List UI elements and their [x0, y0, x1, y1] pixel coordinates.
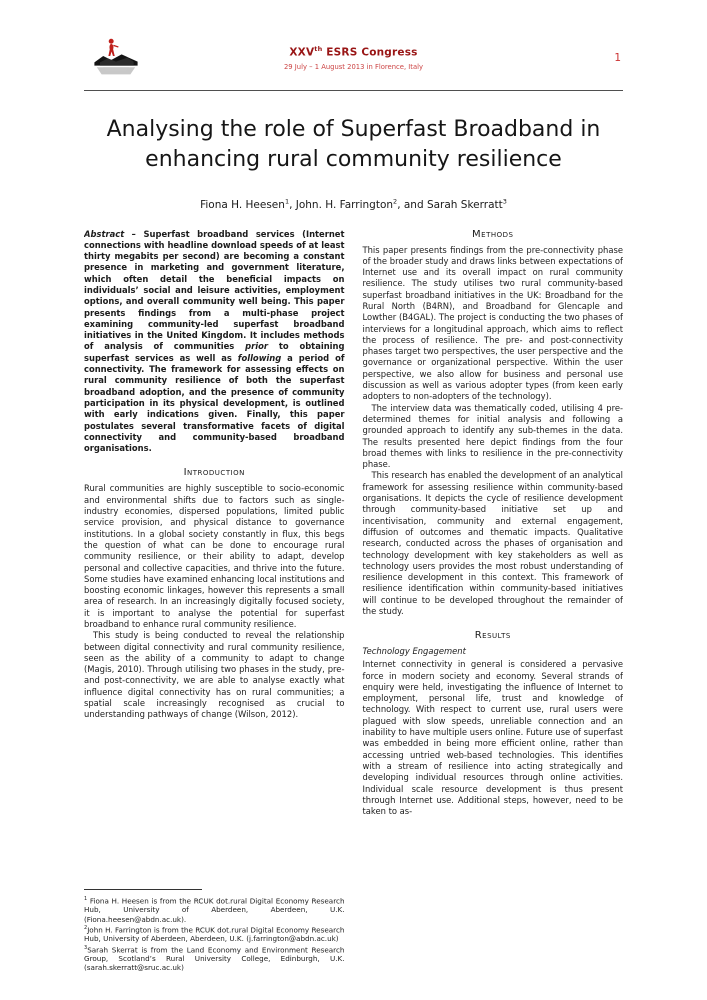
- paragraph: This study is being conducted to reveal the relationship between digital connectivity and rural community resilience, seen as the ability of a community to adapt to change (Magis, 2010). Through utilising two phases in the study, pre- and post-connectivity, we are able to analyse exactly what influence digital connectivity has on rural communities; a spatial scale increasingly recognised as crucial to understanding pathways of change (Wilson, 2012).: [84, 630, 345, 720]
- methods-heading: Methods: [472, 228, 514, 240]
- footnote-3: $^3$Sarah Skerrat is from the Land Economy and Environment Research Group, Scotland’s Rural University College, Edinburgh, U.K. (sarah.skerratt@sruc.ac.uk): [84, 944, 345, 973]
- author-2: , John. H. Farrington$^2$: [289, 197, 398, 211]
- page-header: [84, 34, 623, 82]
- paragraph: Rural communities are highly susceptible to socio-economic and environmental shifts due to factors such as single-industry economies, dispersed populations, limited public service provision, and physical distance to governance institutions. In a global society constantly in flux, this begs the question of what can be done to encourage rural community resilience, or their ability to adapt, develop personal and collective capacities, and thrive into the future. Some studies have examined enhancing local institutions and boosting economic linkages, however this represents a small area of research. In an increasingly digitally focused society, it is important to analyse the potential for superfast broadband to enhance rural community resilience.: [84, 483, 345, 629]
- ordinal-superscript: th: [314, 45, 323, 54]
- author-3: , and Sarah Skerratt$^3$: [397, 197, 507, 211]
- paragraph: The interview data was thematically coded, utilising 4 pre-determined themes for initial analysis and following a grounded approach to identify any sub-themes in the data. The results presented here depict findings from the four broad themes with links to resilience in the pre-connectivity phase.: [362, 402, 623, 470]
- congress-logo: [92, 34, 140, 82]
- results-heading: Results: [474, 630, 511, 642]
- footnote-1: $^1$ Fiona H. Heesen is from the RCUK dot.rural Digital Economy Research Hub, University of Aberdeen, Aberdeen, U.K. (Fiona.heesen@abdn.ac.uk).: [84, 895, 345, 924]
- paragraph: This research has enabled the development of an analytical framework for assessing resilience within community-based organisations. It depicts the cycle of resilience development through community-based initiative set up and incentivisation, community and external engagement, diffusion of outcomes and thematic impacts. Qualitative research, conducted across the phases of organisation and technology development with key stakeholders as well as technology users provides the most robust understanding of resilience development in this context. This framework of resilience identification within community-based initiatives will continue to be developed throughout the remainder of the study.: [362, 470, 623, 616]
- right-column: [363, 229, 624, 977]
- introduction-heading: Introduction: [183, 467, 245, 479]
- congress-title: XXVth ESRS Congress: [289, 45, 418, 59]
- two-column-body: [84, 229, 623, 977]
- footnote-divider: [84, 889, 202, 890]
- climber-on-rocks-icon: [92, 34, 140, 78]
- page-number: 1: [614, 52, 621, 64]
- authors-line: [84, 197, 623, 211]
- footnote-2: $^2$John H. Farrington is from the RCUK dot.rural Digital Economy Research Hub, University of Aberdeen, Aberdeen, U.K. (j.farrington@abdn.ac.uk): [84, 924, 345, 944]
- paper-title: Analysing the role of Superfast Broadband in enhancing rural community resilience: [106, 117, 601, 172]
- paragraph: This paper presents findings from the pre-connectivity phase of the broader study and draws links between expectations of Internet use and its overall impact on rural community resilience. The study utilises two rural community-based superfast broadband initiatives in the UK: Broadband for the Rural North (B4RN), and Broadband for Glencaple and Lowther (B4GAL). The project is conducting the two phases of interviews for a longitudinal approach, which aims to reflect the process of resilience. The pre- and post-connectivity phases target two perspectives, the user perspective and the governance or organizational perspective. Within the user perspective, we also allow for business and personal use discussion as well as various adopter types (from keen early adopters to non-adopters of the technology).: [362, 244, 623, 402]
- author-1: Fiona H. Heesen$^1$: [200, 197, 290, 211]
- footnotes: [84, 889, 345, 977]
- header-divider: [84, 90, 623, 91]
- abstract-label: Abstract: [84, 228, 125, 239]
- abstract: Abstract – Superfast broadband services (Internet connections with headline download speeds of at least thirty megabits per second) are becoming a constant presence in marketing and government literature, which often detail the beneficial impacts on individuals’ social and leisure activities, employment options, and overall community well being. This paper presents findings from a multi-phase project examining community-led superfast broadband initiatives in the United Kingdom. It includes methods of analysis of communities prior to obtaining superfast services as well as following a period of connectivity. The framework for assessing effects on rural community resilience of both the superfast broadband adoption, and the presence of community participation in its physical development, is outlined with early indications given. Finally, this paper postulates several transformative facets of digital connectivity and community-based broadband organisations.: [84, 228, 345, 454]
- results-subheading: Technology Engagement: [362, 646, 466, 657]
- congress-date-location: 29 July – 1 August 2013 in Florence, Italy: [283, 62, 424, 71]
- left-column: [84, 229, 345, 977]
- congress-header: [284, 45, 423, 71]
- paragraph: Internet connectivity in general is considered a pervasive force in modern society and economy. Several strands of enquiry were held, investigating the influence of Internet to employment, personal life, trust and knowledge of technology. With respect to current use, rural users were plagued with slow speeds, unreliable connection and an inability to have multiple users online. Future use of superfast was embedded in being more efficient online, rather than accessing untried web-based technologies. This identifies with a stream of resilience into acting strategically and developing individual resources through online activities. Individual scale resource development is thus present through Internet use. Additional steps, however, need to be taken to as-: [362, 659, 623, 817]
